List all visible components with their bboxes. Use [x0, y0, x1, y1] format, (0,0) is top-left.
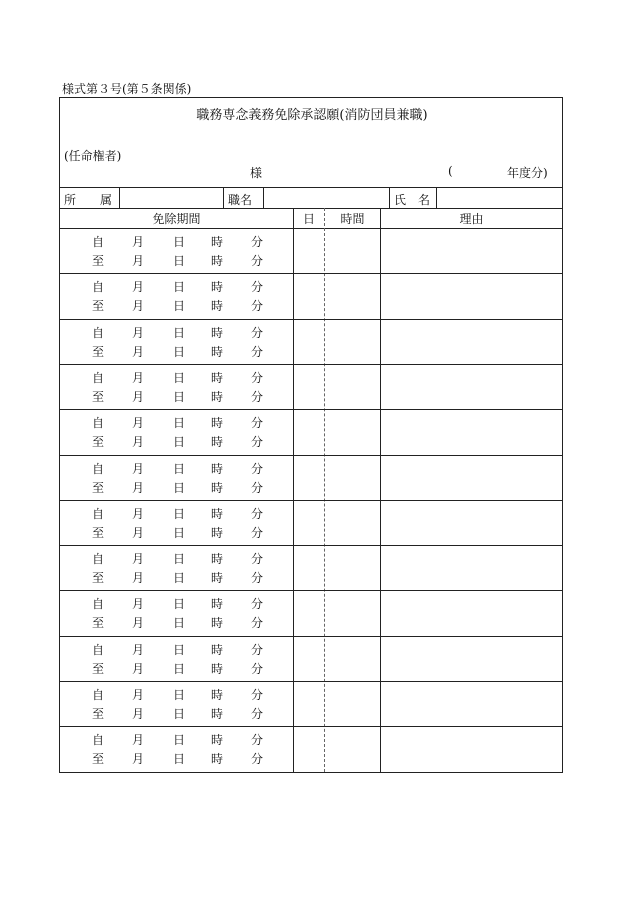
divider — [60, 208, 562, 209]
time-unit-label: 日 — [173, 325, 186, 340]
period-row — [60, 545, 293, 590]
time-unit-label: 月 — [132, 461, 145, 476]
to-label: 至 — [92, 616, 105, 631]
time-unit-label: 日 — [173, 642, 186, 657]
time-unit-label: 月 — [132, 389, 145, 404]
period-row — [60, 636, 293, 681]
time-unit-label: 時 — [211, 688, 224, 702]
time-unit-label: 日 — [173, 571, 186, 586]
time-unit-label: 月 — [132, 525, 145, 540]
time-unit-label: 分 — [251, 552, 264, 567]
time-unit-label: 分 — [251, 733, 264, 748]
time-unit-label: 月 — [132, 552, 145, 567]
time-unit-label: 時 — [211, 235, 224, 249]
time-unit-label: 分 — [251, 752, 264, 767]
name-label: 氏 名 — [394, 193, 431, 207]
form-number: 様式第３号(第５条関係) — [62, 82, 192, 96]
divider — [324, 208, 325, 772]
time-unit-label: 分 — [251, 280, 264, 295]
to-label: 至 — [92, 254, 105, 268]
period-column-header: 免除期間 — [152, 212, 201, 226]
time-unit-label: 分 — [251, 525, 264, 540]
time-unit-label: 日 — [173, 707, 186, 721]
time-unit-label: 月 — [132, 597, 145, 612]
time-unit-label: 時 — [211, 506, 224, 521]
from-label: 自 — [92, 416, 105, 431]
time-unit-label: 月 — [132, 733, 145, 748]
fiscal-year-label: 年度分) — [507, 166, 548, 180]
time-unit-label: 月 — [132, 616, 145, 631]
time-unit-label: 月 — [132, 688, 145, 702]
time-unit-label: 月 — [132, 280, 145, 295]
time-unit-label: 月 — [132, 571, 145, 586]
reason-column-header: 理由 — [459, 212, 484, 226]
time-unit-label: 時 — [211, 571, 224, 586]
time-unit-label: 分 — [251, 707, 264, 721]
time-unit-label: 月 — [132, 344, 145, 359]
time-unit-label: 日 — [173, 525, 186, 540]
time-unit-label: 分 — [251, 571, 264, 586]
time-unit-label: 時 — [211, 370, 224, 385]
from-label: 自 — [92, 461, 105, 476]
time-unit-label: 日 — [173, 370, 186, 385]
time-unit-label: 日 — [173, 661, 186, 676]
time-unit-label: 分 — [251, 389, 264, 404]
time-unit-label: 時 — [211, 480, 224, 495]
to-label: 至 — [92, 525, 105, 540]
from-label: 自 — [92, 597, 105, 612]
divider — [119, 187, 120, 208]
from-label: 自 — [92, 325, 105, 340]
to-label: 至 — [92, 571, 105, 586]
time-unit-label: 時 — [211, 525, 224, 540]
divider — [293, 208, 294, 772]
to-label: 至 — [92, 752, 105, 767]
to-label: 至 — [92, 480, 105, 495]
time-unit-label: 時 — [211, 280, 224, 295]
time-unit-label: 月 — [132, 661, 145, 676]
job-title-label: 職名 — [228, 193, 253, 207]
from-label: 自 — [92, 280, 105, 295]
time-unit-label: 時 — [211, 344, 224, 359]
time-unit-label: 分 — [251, 661, 264, 676]
fiscal-year-open-paren: ( — [448, 164, 453, 178]
time-unit-label: 分 — [251, 597, 264, 612]
time-unit-label: 日 — [173, 480, 186, 495]
time-unit-label: 分 — [251, 506, 264, 521]
time-unit-label: 時 — [211, 552, 224, 567]
from-label: 自 — [92, 733, 105, 748]
time-unit-label: 日 — [173, 299, 186, 314]
divider — [380, 208, 381, 772]
divider — [436, 187, 437, 208]
honorific-label: 様 — [250, 166, 263, 180]
time-unit-label: 月 — [132, 416, 145, 431]
time-unit-label: 分 — [251, 461, 264, 476]
time-unit-label: 月 — [132, 480, 145, 495]
divider — [60, 187, 562, 188]
affiliation-label: 所 属 — [64, 193, 113, 207]
time-unit-label: 分 — [251, 254, 264, 268]
period-row — [60, 455, 293, 500]
time-unit-label: 時 — [211, 752, 224, 767]
time-unit-label: 月 — [132, 642, 145, 657]
time-unit-label: 日 — [173, 597, 186, 612]
period-row — [60, 500, 293, 545]
time-unit-label: 月 — [132, 435, 145, 450]
time-unit-label: 分 — [251, 325, 264, 340]
time-unit-label: 時 — [211, 707, 224, 721]
time-unit-label: 月 — [132, 370, 145, 385]
period-row — [60, 364, 293, 409]
to-label: 至 — [92, 389, 105, 404]
time-unit-label: 時 — [211, 642, 224, 657]
divider — [389, 187, 390, 208]
time-unit-label: 分 — [251, 416, 264, 431]
divider — [223, 187, 224, 208]
time-unit-label: 時 — [211, 597, 224, 612]
time-unit-label: 日 — [173, 688, 186, 702]
time-unit-label: 分 — [251, 616, 264, 631]
time-unit-label: 時 — [211, 616, 224, 631]
period-row — [60, 681, 293, 726]
time-unit-label: 時 — [211, 325, 224, 340]
time-unit-label: 月 — [132, 235, 145, 249]
time-unit-label: 日 — [173, 389, 186, 404]
time-unit-label: 時 — [211, 435, 224, 450]
from-label: 自 — [92, 552, 105, 567]
time-unit-label: 時 — [211, 254, 224, 268]
time-unit-label: 分 — [251, 370, 264, 385]
to-label: 至 — [92, 435, 105, 450]
time-unit-label: 日 — [173, 235, 186, 249]
from-label: 自 — [92, 235, 105, 249]
time-unit-label: 日 — [173, 506, 186, 521]
period-row — [60, 726, 293, 771]
days-column-header: 日 — [302, 212, 315, 226]
time-unit-label: 日 — [173, 616, 186, 631]
time-unit-label: 日 — [173, 254, 186, 268]
time-unit-label: 分 — [251, 480, 264, 495]
time-unit-label: 日 — [173, 280, 186, 295]
time-unit-label: 月 — [132, 506, 145, 521]
time-unit-label: 月 — [132, 325, 145, 340]
time-unit-label: 月 — [132, 752, 145, 767]
from-label: 自 — [92, 642, 105, 657]
period-row — [60, 590, 293, 635]
form-title: 職務専念義務免除承認願(消防団員兼職) — [196, 108, 428, 123]
from-label: 自 — [92, 688, 105, 702]
time-unit-label: 日 — [173, 461, 186, 476]
divider — [263, 187, 264, 208]
time-unit-label: 分 — [251, 299, 264, 314]
hours-column-header: 時間 — [340, 212, 365, 226]
time-unit-label: 時 — [211, 389, 224, 404]
to-label: 至 — [92, 344, 105, 359]
time-unit-label: 時 — [211, 299, 224, 314]
time-unit-label: 日 — [173, 733, 186, 748]
time-unit-label: 時 — [211, 733, 224, 748]
time-unit-label: 月 — [132, 707, 145, 721]
time-unit-label: 時 — [211, 461, 224, 476]
time-unit-label: 月 — [132, 299, 145, 314]
time-unit-label: 日 — [173, 416, 186, 431]
period-row — [60, 409, 293, 454]
from-label: 自 — [92, 370, 105, 385]
to-label: 至 — [92, 661, 105, 676]
time-unit-label: 日 — [173, 752, 186, 767]
time-unit-label: 日 — [173, 435, 186, 450]
time-unit-label: 時 — [211, 661, 224, 676]
time-unit-label: 日 — [173, 344, 186, 359]
time-unit-label: 分 — [251, 435, 264, 450]
time-unit-label: 分 — [251, 235, 264, 249]
from-label: 自 — [92, 506, 105, 521]
exemption-form — [59, 97, 563, 773]
time-unit-label: 日 — [173, 552, 186, 567]
to-label: 至 — [92, 299, 105, 314]
time-unit-label: 時 — [211, 416, 224, 431]
period-row — [60, 319, 293, 364]
time-unit-label: 分 — [251, 344, 264, 359]
appointing-authority-label: (任命権者) — [64, 149, 122, 163]
time-unit-label: 月 — [132, 254, 145, 268]
time-unit-label: 分 — [251, 642, 264, 657]
time-unit-label: 分 — [251, 688, 264, 702]
period-row — [60, 273, 293, 318]
to-label: 至 — [92, 707, 105, 721]
period-row — [60, 228, 293, 273]
